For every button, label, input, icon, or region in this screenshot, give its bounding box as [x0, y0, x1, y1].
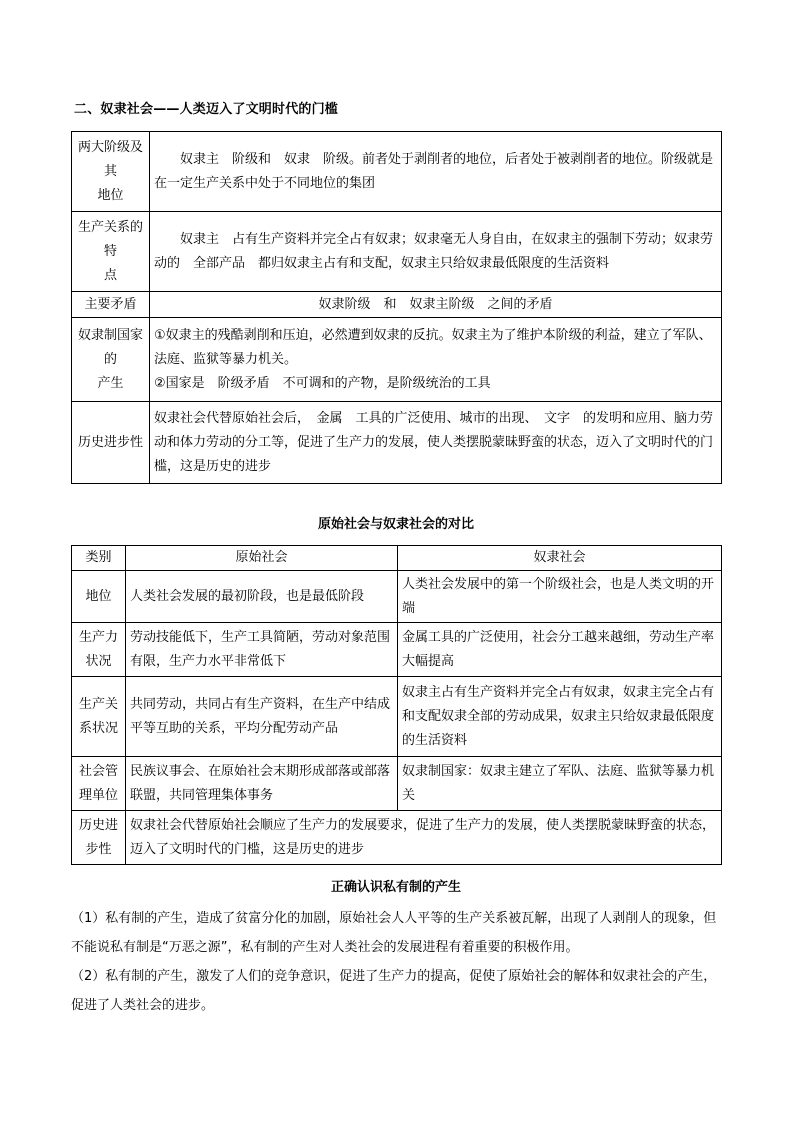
table-row: [72, 292, 722, 318]
row-content: 奴隶主 阶级和 奴隶 阶级。前者处于剥削者的地位，后者处于被剥削者的地位。阶级就是在一定生产关系中处于不同地位的集团: [150, 132, 722, 212]
slave-cell: 奴隶制国家：奴隶主建立了军队、法庭、监狱等暴力机关: [398, 757, 722, 811]
table-row: [72, 623, 722, 677]
slave-cell: 奴隶主占有生产资料并完全占有奴隶，奴隶主完全占有和支配奴隶全部的劳动成果，奴隶主只给奴隶最低限度的生活资料: [398, 677, 722, 757]
primitive-cell: 共同劳动，共同占有生产资料，在生产中结成平等互助的关系，平均分配劳动产品: [126, 677, 398, 757]
row-label-text: 两大阶级及其 地位: [77, 139, 143, 203]
table-row: [72, 571, 722, 623]
content-line: ②国家是 阶级矛盾 不可调和的产物，是阶级统治的工具: [154, 375, 491, 391]
row-label-text: 奴隶制国家的 产生: [77, 327, 143, 391]
row-label-text: 生产关系的特 点: [77, 219, 143, 283]
row-content: 奴隶社会代替原始社会后， 金属 工具的广泛使用、城市的出现、 文字 的发明和应用、脑力劳动和体力劳动的分工等，促进了生产力的发展，使人类摆脱蒙昧野蛮的状态，迈入了文明时代的门槛，这是历史的进步: [150, 402, 722, 484]
row-label: 生产力状况: [72, 623, 126, 677]
comparison-table: [71, 545, 722, 865]
header-cell: 奴隶社会: [398, 546, 722, 571]
row-content: 奴隶阶级 和 奴隶主阶级 之间的矛盾: [150, 292, 722, 318]
merged-cell: 奴隶社会代替原始社会顺应了生产力的发展要求，促进了生产力的发展，使人类摆脱蒙昧野蛮的状态，迈入了文明时代的门槛，这是历史的进步: [126, 811, 722, 865]
row-label: [72, 318, 150, 402]
comparison-title: 原始社会与奴隶社会的对比: [317, 517, 474, 532]
table-row: [72, 757, 722, 811]
row-label: 主要矛盾: [72, 292, 150, 318]
paragraph: （1）私有制的产生，造成了贫富分化的加剧，原始社会人人平等的生产关系被瓦解，出现了人剥削人的现象，但不能说私有制是“万恶之源”，私有制的产生对人类社会的发展进程有着重要的积极作用。: [71, 911, 717, 955]
section-title: 二、奴隶社会——人类迈入了文明时代的门槛: [74, 102, 339, 117]
row-label: 历史进步性: [72, 811, 126, 865]
row-label: [72, 212, 150, 292]
private-ownership-title: 正确认识私有制的产生: [330, 880, 461, 895]
header-cell: 原始社会: [126, 546, 398, 571]
primitive-cell: 劳动技能低下，生产工具简陋，劳动对象范围有限，生产力水平非常低下: [126, 623, 398, 677]
row-label: 生产关系状况: [72, 677, 126, 757]
table-row: [72, 811, 722, 865]
row-label: 社会管理单位: [72, 757, 126, 811]
row-content: 奴隶主 占有生产资料并完全占有奴隶；奴隶毫无人身自由，在奴隶主的强制下劳动；奴隶劳动的 全部产品 都归奴隶主占有和支配，奴隶主只给奴隶最低限度的生活资料: [150, 212, 722, 292]
table-row: [72, 318, 722, 402]
table-header-row: [72, 546, 722, 571]
table-row: [72, 212, 722, 292]
row-label: 历史进步性: [72, 402, 150, 484]
header-cell: 类别: [72, 546, 126, 571]
row-label: 地位: [72, 571, 126, 623]
content-line: ①奴隶主的残酷剥削和压迫，必然遭到奴隶的反抗。奴隶主为了维护本阶级的利益，建立了军队、法庭、监狱等暴力机关。: [154, 327, 712, 367]
slave-society-table: [71, 131, 722, 484]
primitive-cell: 民族议事会、在原始社会末期形成部落或部落联盟，共同管理集体事务: [126, 757, 398, 811]
table-row: [72, 677, 722, 757]
table-row: [72, 402, 722, 484]
paragraph: （2）私有制的产生，激发了人们的竞争意识，促进了生产力的提高，促使了原始社会的解体和奴隶社会的产生，促进了人类社会的进步。: [71, 969, 717, 1013]
slave-cell: 人类社会发展中的第一个阶级社会，也是人类文明的开端: [398, 571, 722, 623]
slave-cell: 金属工具的广泛使用，社会分工越来越细，劳动生产率大幅提高: [398, 623, 722, 677]
primitive-cell: 人类社会发展的最初阶段，也是最低阶段: [126, 571, 398, 623]
row-label: [72, 132, 150, 212]
table-row: [72, 132, 722, 212]
row-content: [150, 318, 722, 402]
